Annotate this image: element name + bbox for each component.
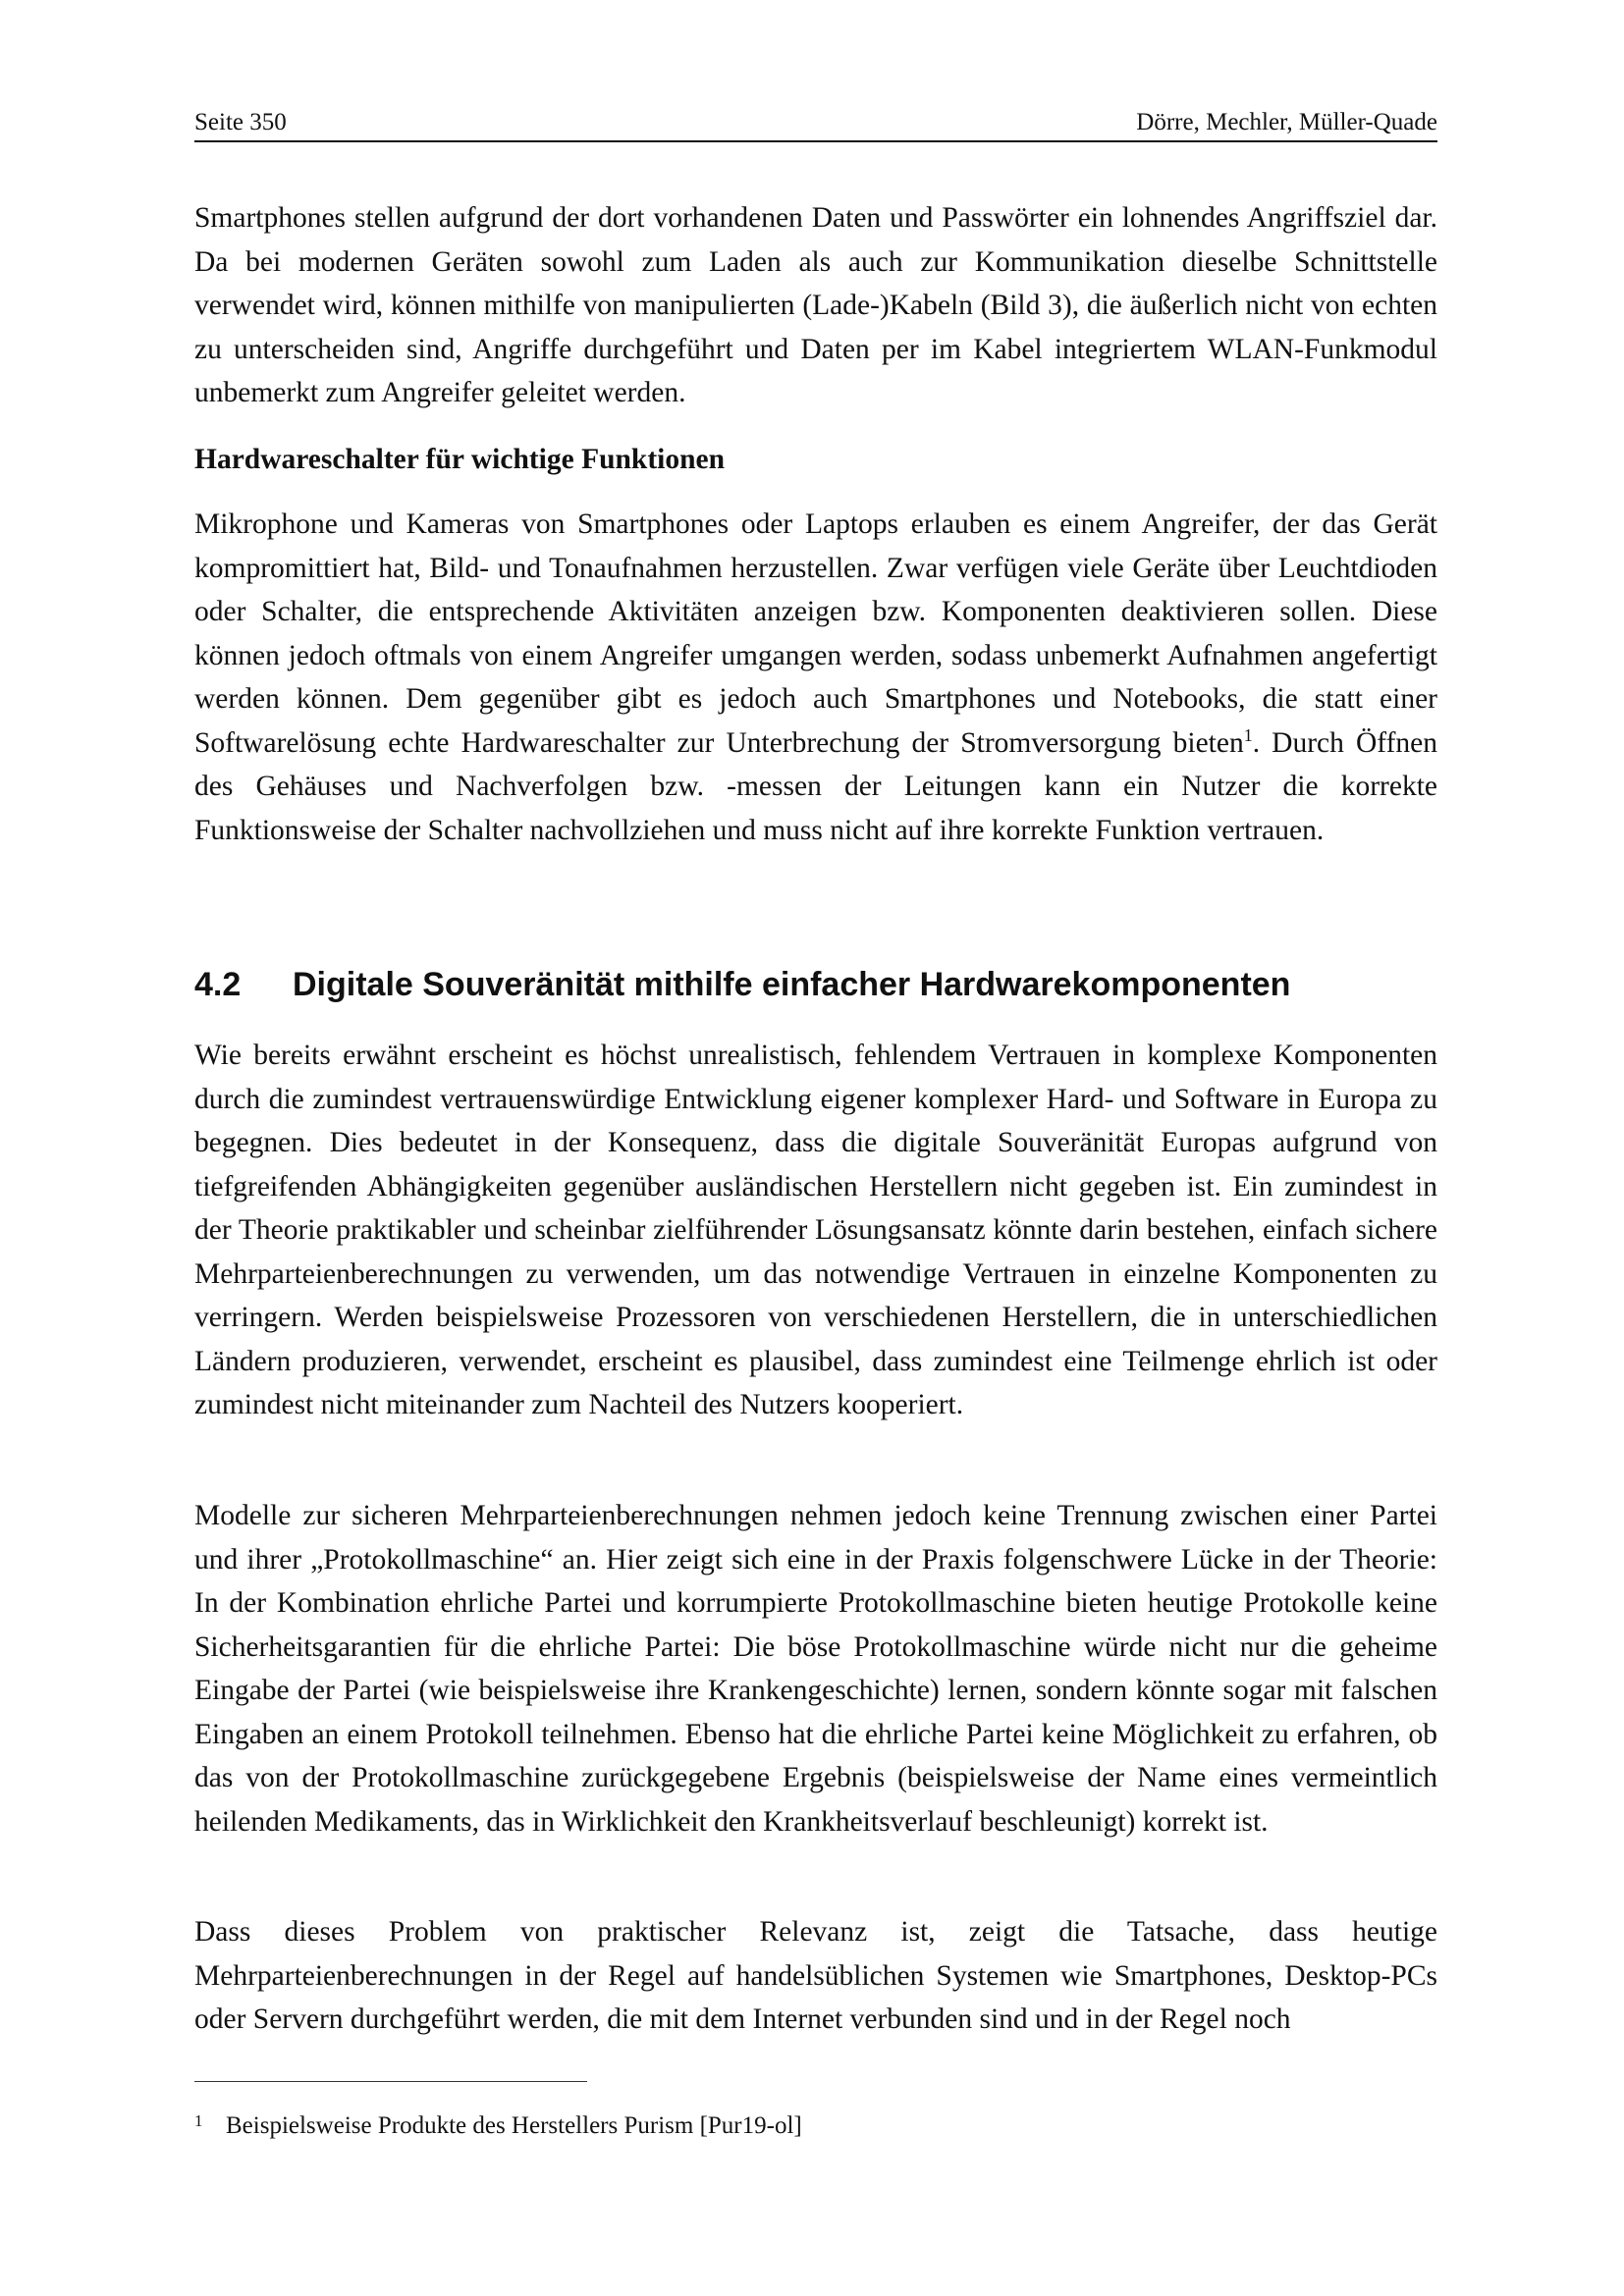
paragraph-smartphone-attacks: Smartphones stellen aufgrund der dort vorhandenen Daten und Passwörter ein lohnendes Angriffsziel dar. Da bei modernen Geräten sowohl zum Laden als auch zur Kommunikation dieselbe Schnittstelle verwendet wird, können mithilfe von manipulierten (Lade-)Kabeln (Bild 3), die äußerlich nicht von echten zu unterscheiden sind, Angriffe durchgeführt und Daten per im Kabel integriertem WLAN-Funkmodul unbemerkt zum Angreifer geleitet werden. xyxy=(194,202,1437,408)
subheading-hardware-switches: Hardwareschalter für wichtige Funktionen xyxy=(194,444,726,475)
footnote xyxy=(194,2110,1437,2142)
footnote-text: Beispielsweise Produkte des Herstellers Purism [Pur19-ol] xyxy=(226,2112,802,2139)
footnote-separator xyxy=(194,2081,587,2082)
paragraph-hardware-switches xyxy=(194,503,1437,852)
page-number: Seite 350 xyxy=(194,109,287,135)
paragraph-hardware-switches-part2: . Durch Öffnen des Gehäuses und Nachverfolgen bzw. -messen der Leitungen kann ein Nutzer die korrekte Funktionsweise der Schalter nachvollziehen und muss nicht auf ihre korrekte Funktion vertrauen. xyxy=(194,726,1437,846)
section-title: Digitale Souveränität mithilfe einfacher Hardwarekomponenten xyxy=(293,966,1291,1003)
section-heading xyxy=(194,963,1437,1006)
paragraph-digital-sovereignty: Wie bereits erwähnt erscheint es höchst unrealistisch, fehlendem Vertrauen in komplexe Komponenten durch die zumindest vertrauenswürdige Entwicklung eigener komplexer Hard- und Software in Europa zu begegnen. Dies bedeutet in der Konsequenz, dass die digitale Souveränität Europas aufgrund von tiefgreifenden Abhängigkeiten gegenüber ausländischen Herstellern nicht gegeben ist. Ein zumindest in der Theorie praktikabler und scheinbar zielführender Lösungsansatz könnte darin bestehen, einfach sichere Mehrparteienberechnungen zu verwenden, um das notwendige Vertrauen in einzelne Komponenten zu verringern. Werden beispielsweise Prozessoren von verschiedenen Herstellern, die in unterschiedlichen Ländern produzieren, verwendet, erscheint es plausibel, dass zumindest eine Teilmenge ehrlich ist oder zumindest nicht miteinander zum Nachteil des Nutzers kooperiert. xyxy=(194,1040,1437,1420)
header-authors: Dörre, Mechler, Müller-Quade xyxy=(1136,109,1437,135)
paragraph-practical-relevance: Dass dieses Problem von praktischer Relevanz ist, zeigt die Tatsache, dass heutige Mehrparteienberechnungen in der Regel auf handelsüblichen Systemen wie Smartphones, Desktop-PCs oder Servern durchgeführt werden, die mit dem Internet verbunden sind und in der Regel noch xyxy=(194,1916,1437,2035)
paragraph-hardware-switches-part1: Mikrophone und Kameras von Smartphones oder Laptops erlauben es einem Angreifer, der das Gerät kompromittiert hat, Bild- und Tonaufnahmen herzustellen. Zwar verfügen viele Geräte über Leuchtdioden oder Schalter, die entsprechende Aktivitäten anzeigen bzw. Komponenten deaktivieren sollen. Diese können jedoch oftmals von einem Angreifer umgangen werden, sodass unbemerkt Aufnahmen angefertigt werden können. Dem gegenüber gibt es jedoch auch Smartphones und Notebooks, die statt einer Softwarelösung echte Hardwareschalter zur Unterbrechung der Stromversorgung bieten xyxy=(194,508,1437,759)
paragraph-protocol-machine: Modelle zur sicheren Mehrparteienberechnungen nehmen jedoch keine Trennung zwischen einer Partei und ihrer „Protokollmaschine“ an. Hier zeigt sich eine in der Praxis folgenschwere Lücke in der Theorie: In der Kombination ehrliche Partei und korrumpierte Protokollmaschine bieten heutige Protokolle keine Sicherheitsgarantien für die ehrliche Partei: Die böse Protokollmaschine würde nicht nur die geheime Eingabe der Partei (wie beispielsweise ihre Krankengeschichte) lernen, sondern könnte sogar mit falschen Eingaben an einem Protokoll teilnehmen. Ebenso hat die ehrliche Partei keine Möglichkeit zu erfahren, ob das von der Protokollmaschine zurückgegebene Ergebnis (beispielsweise der Name eines vermeintlich heilenden Medikaments, das in Wirklichkeit den Krankheitsverlauf beschleunigt) korrekt ist. xyxy=(194,1500,1437,1838)
page-header xyxy=(194,109,1437,142)
footnote-mark: 1 xyxy=(194,2111,203,2130)
footnote-reference[interactable]: 1 xyxy=(1243,724,1253,745)
section-number: 4.2 xyxy=(194,966,242,1003)
